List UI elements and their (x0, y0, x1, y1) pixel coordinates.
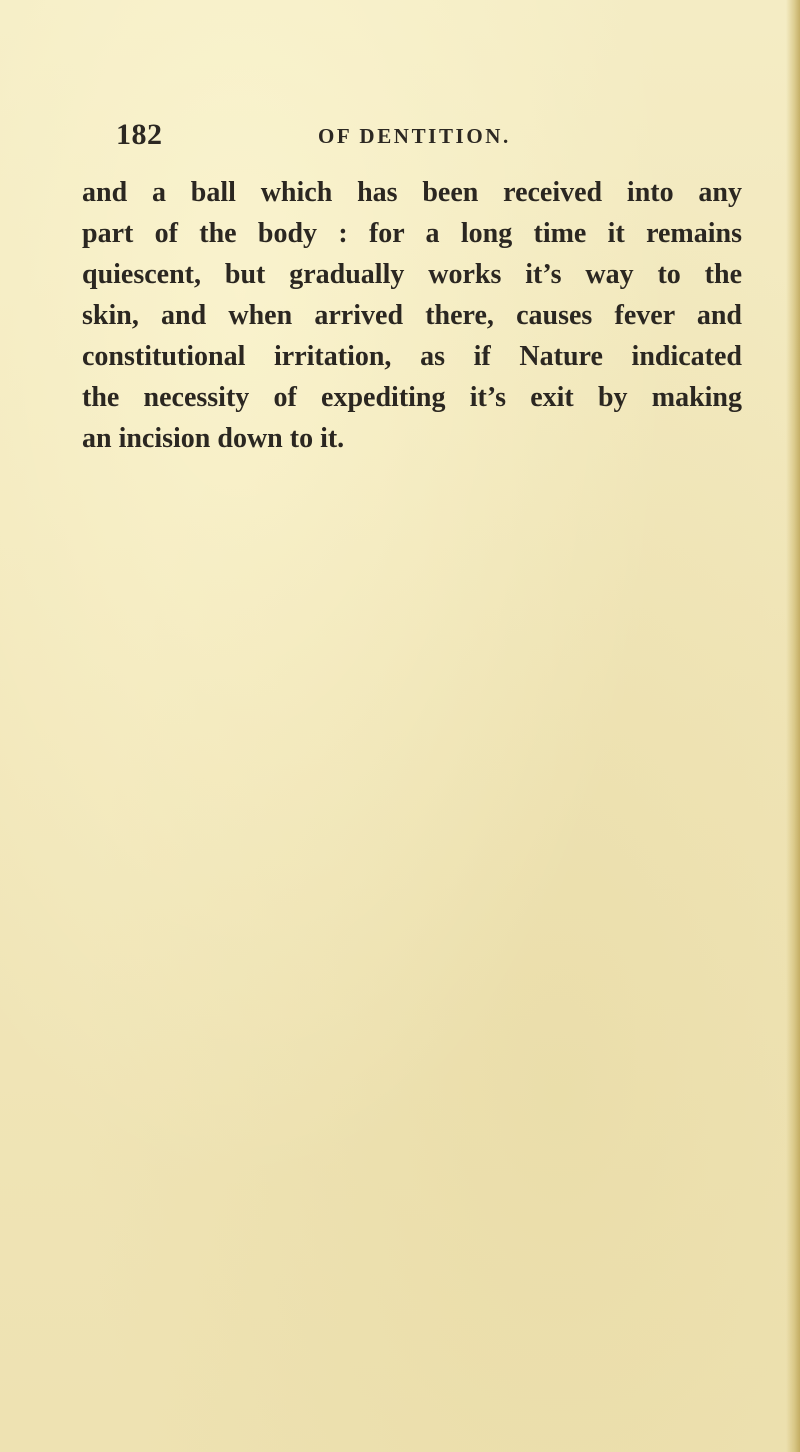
body-paragraph (82, 172, 742, 459)
text-line: the necessity of expediting it’s exit by making (82, 382, 742, 413)
page-edge-shadow (786, 0, 800, 1452)
text-line: quiescent, but gradually works it’s way to the (82, 259, 742, 290)
page-header (0, 118, 800, 154)
text-line: part of the body : for a long time it remains (82, 218, 742, 249)
running-title: OF DENTITION. (318, 124, 511, 148)
text-line: constitutional irritation, as if Nature indicated (82, 341, 742, 372)
text-line: and a ball which has been received into any (82, 177, 742, 208)
text-line: skin, and when arrived there, causes fever and (82, 300, 742, 331)
text-line: an incision down to it. (82, 423, 345, 454)
page-number: 182 (116, 118, 163, 151)
